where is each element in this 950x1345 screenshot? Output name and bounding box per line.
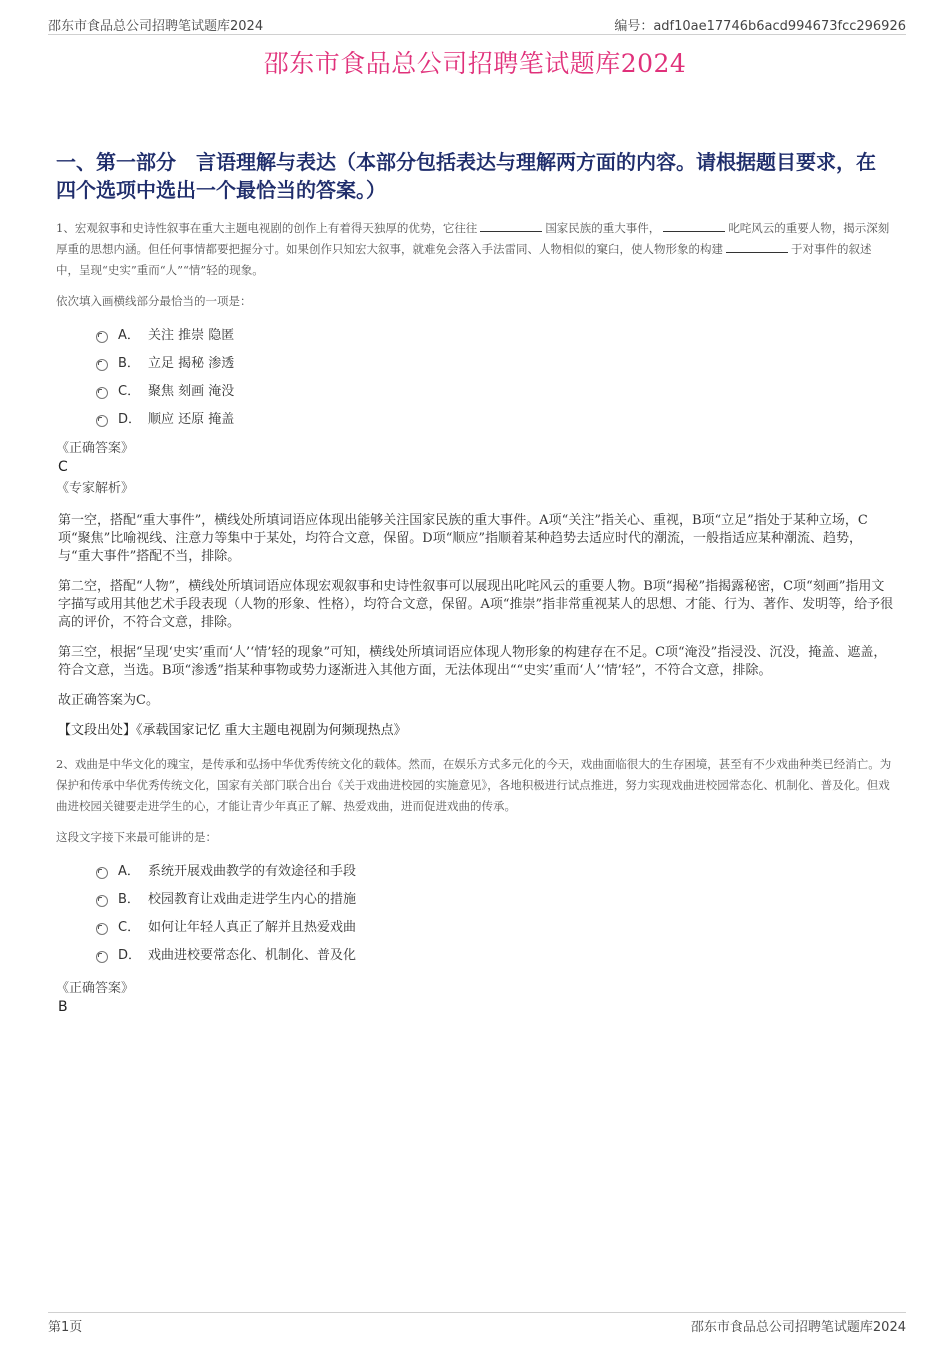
radio-icon[interactable]: [96, 867, 108, 879]
document-body: [56, 148, 894, 1019]
fill-blank-3: [726, 240, 788, 253]
page-number: 第1页: [48, 1320, 83, 1335]
q2-option-c[interactable]: C． 如何让年轻人真正了解并且热爱戏曲: [96, 917, 894, 945]
radio-icon[interactable]: [96, 387, 108, 399]
q1-analysis-paragraph: 第二空，搭配“人物”，横线处所填词语应体现宏观叙事和史诗性叙事可以展现出叱咤风云的重要人物。B项“揭秘”指揭露秘密，C项“刻画”指用文字描写或用其他艺术手段表现（人物的形象、性格），均符合文意，保留。A项“推崇”指非常重视某人的思想、才能、行为、著作、发明等，给予很高的评价，不符合文意，排除。: [58, 579, 894, 630]
question-2-text: 2、戏曲是中华文化的瑰宝，是传承和弘扬中华优秀传统文化的载体。然而，在娱乐方式多元化的今天，戏曲面临很大的生存困境，甚至有不少戏曲种类已经消亡。为保护和传承中华优秀传统文化，国家有关部门联合出台《关于戏曲进校园的实施意见》，各地积极进行试点推进，努力实现戏曲进校园常态化、机制化、普及化。但戏曲进校园关键要走进学生的心，才能让青少年真正了解、热爱戏曲，进而促进戏曲的传承。: [56, 757, 892, 813]
q1-text-part-d: 于对事件的叙述中，呈现“史实”重而“人”“情”轻的现象。: [56, 242, 872, 277]
question-2-prompt: 这段文字接下来最可能讲的是：: [56, 830, 217, 844]
q1-analysis-paragraph: 第一空，搭配“重大事件”，横线处所填词语应体现出能够关注国家民族的重大事件。A项“关注”指关心、重视，B项“立足”指处于某种立场，C项“聚焦”比喻视线、注意力等集中于某处，均符合文意，保留。D项“顺应”指顺着某种趋势去适应时代的潮流，一般指适应某种潮流、趋势，与“重大事件”搭配不当，排除。: [58, 513, 868, 564]
fill-blank-2: [663, 219, 725, 232]
q1-option-a[interactable]: A． 关注 推崇 隐匿: [96, 325, 894, 353]
q1-option-b[interactable]: B． 立足 揭秘 渗透: [96, 353, 894, 381]
q2-answer-value: B: [58, 999, 68, 1015]
q1-option-d[interactable]: D． 顺应 还原 掩盖: [96, 409, 894, 437]
footer-doc-title: 邵东市食品总公司招聘笔试题库2024: [690, 1320, 906, 1335]
q1-analysis-conclusion: 故正确答案为C。: [58, 693, 159, 708]
radio-icon[interactable]: [96, 895, 108, 907]
header-doc-title: 邵东市食品总公司招聘笔试题库2024: [48, 19, 264, 34]
radio-icon[interactable]: [96, 331, 108, 343]
section-heading: 一、第一部分 言语理解与表达（本部分包括表达与理解两方面的内容。请根据题目要求，在四个选项中选出一个最恰当的答案。）: [56, 150, 876, 202]
question-2-options: [96, 861, 894, 973]
q1-text-part-b: 国家民族的重大事件，: [545, 221, 661, 235]
page-title: 邵东市食品总公司招聘笔试题库2024: [263, 49, 687, 78]
q2-option-d[interactable]: D． 戏曲进校要常态化、机制化、普及化: [96, 945, 894, 973]
q2-answer-label: 《正确答案》: [56, 981, 135, 996]
q2-option-a[interactable]: A． 系统开展戏曲教学的有效途径和手段: [96, 861, 894, 889]
radio-icon[interactable]: [96, 951, 108, 963]
q1-analysis-paragraph: 第三空，根据“呈现‘史实’重而‘人’‘情’轻的现象”可知，横线处所填词语应体现人物形象的构建存在不足。C项“淹没”指浸没、沉没，掩盖、遮盖，符合文意，当选。B项“渗透”指某种事物或势力逐渐进入其他方面，无法体现出““史实’重而‘人’‘情’轻”，不符合文意，排除。: [58, 645, 887, 678]
page-footer: [48, 1312, 906, 1333]
q1-option-c[interactable]: C． 聚焦 刻画 淹没: [96, 381, 894, 409]
q2-option-b[interactable]: B． 校园教育让戏曲走进学生内心的措施: [96, 889, 894, 917]
question-1-options: [96, 325, 894, 437]
q1-answer-value: C: [58, 459, 68, 475]
radio-icon[interactable]: [96, 923, 108, 935]
q1-analysis-label: 《专家解析》: [56, 481, 135, 496]
header-doc-id: 编号：adf10ae17746b6acd994673fcc296926: [614, 19, 906, 34]
radio-icon[interactable]: [96, 415, 108, 427]
question-1-text: [56, 218, 894, 281]
q1-answer-label: 《正确答案》: [56, 441, 135, 456]
q1-text-part-a: 1、宏观叙事和史诗性叙事在重大主题电视剧的创作上有着得天独厚的优势，它往往: [56, 221, 478, 235]
radio-icon[interactable]: [96, 359, 108, 371]
fill-blank-1: [480, 219, 542, 232]
question-1-prompt: 依次填入画横线部分最恰当的一项是：: [56, 294, 252, 308]
q1-text-part-c: 叱咤风云的重要人物，揭示深刻厚重的思想内涵。但任何事情都要把握分寸。如果创作只知宏大叙事，就难免会落入手法雷同、人物相似的窠臼，使人物形象的构建: [56, 221, 890, 256]
q1-source: 【文段出处】《承载国家记忆 重大主题电视剧为何频现热点》: [58, 723, 407, 738]
page-header: [48, 14, 906, 35]
